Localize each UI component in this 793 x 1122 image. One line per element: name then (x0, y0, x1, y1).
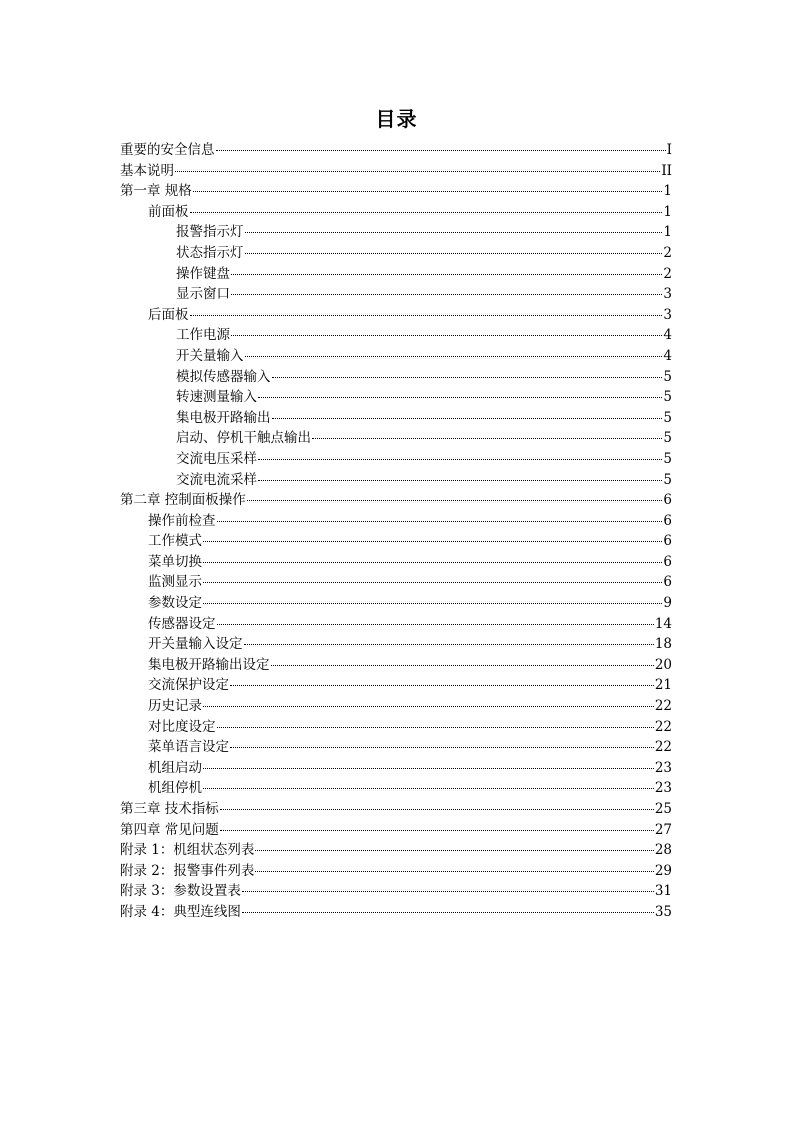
dot-leader (203, 562, 662, 563)
toc-entry[interactable] (120, 222, 672, 243)
toc-entry-page-number: 22 (654, 698, 672, 715)
toc-entry[interactable] (120, 634, 672, 655)
toc-entry-page-number: 6 (663, 533, 672, 550)
toc-entry-title: 报警指示灯 (176, 224, 244, 241)
toc-entry-title: 重要的安全信息 (120, 142, 215, 158)
toc-entry-title: 转速测量输入 (176, 389, 257, 406)
dot-leader (258, 480, 662, 481)
toc-entry-title: 第四章 常见问题 (120, 821, 219, 838)
toc-entry-title: 开关量输入设定 (148, 636, 243, 653)
dot-leader (220, 830, 654, 831)
toc-entry-page-number: 4 (663, 347, 672, 364)
toc-entry-title: 模拟传感器输入 (176, 368, 271, 385)
dot-leader (255, 850, 653, 851)
toc-entry[interactable] (120, 408, 672, 429)
toc-entry-page-number: 31 (654, 883, 672, 900)
toc-entry-title: 监测显示 (148, 574, 202, 591)
toc-entry-page-number: 29 (654, 862, 672, 879)
dot-leader (203, 541, 662, 542)
dot-leader (312, 438, 662, 439)
toc-title: 目录 (375, 107, 418, 131)
toc-entry-title: 第一章 规格 (120, 183, 192, 200)
dot-leader (203, 603, 662, 604)
toc-entry-page-number: 5 (663, 471, 672, 488)
dot-leader (190, 212, 663, 213)
toc-entry-page-number: 14 (654, 615, 672, 632)
toc-entry[interactable] (120, 140, 672, 161)
toc-entry-title: 第二章 控制面板操作 (120, 492, 246, 509)
toc-entry-page-number: 1 (663, 203, 672, 220)
toc-entry-page-number: 4 (663, 327, 672, 344)
toc-entry-title: 集电极开路输出 (176, 409, 271, 426)
toc-entry-page-number: 35 (654, 903, 672, 920)
toc-entry[interactable] (120, 305, 672, 326)
dot-leader (245, 253, 663, 254)
dot-leader (217, 727, 654, 728)
dot-leader (242, 912, 654, 913)
toc-entry-page-number: 23 (654, 759, 672, 776)
toc-entry-title: 状态指示灯 (176, 244, 244, 261)
toc-entry[interactable] (120, 325, 672, 346)
toc-entry[interactable] (120, 449, 672, 470)
dot-leader (216, 150, 666, 151)
toc-entry-page-number: II (661, 162, 672, 179)
toc-entry-page-number: 5 (663, 368, 672, 385)
dot-leader (231, 294, 662, 295)
dot-leader (203, 788, 654, 789)
toc-entry[interactable] (120, 470, 672, 491)
toc-entry[interactable] (120, 243, 672, 264)
toc-entry-page-number: 1 (663, 183, 672, 200)
toc-entry-page-number: I (666, 142, 672, 158)
toc-entry-page-number: 5 (663, 450, 672, 467)
toc-entry-page-number: 21 (654, 677, 672, 694)
dot-leader (175, 171, 660, 172)
toc-entry-title: 前面板 (148, 203, 189, 220)
toc-entry-title: 参数设定 (148, 595, 202, 612)
dot-leader (230, 685, 654, 686)
toc-entry[interactable] (120, 572, 672, 593)
toc-entry-title: 操作前检查 (148, 512, 216, 529)
toc-entry-title: 工作模式 (148, 533, 202, 550)
toc-entry[interactable] (120, 840, 672, 861)
dot-leader (203, 706, 654, 707)
toc-entry-title: 第三章 技术指标 (120, 801, 219, 817)
toc-entry-title: 启动、停机干触点输出 (176, 430, 311, 447)
toc-entry-title: 工作电源 (176, 327, 230, 344)
dot-leader (230, 747, 654, 748)
dot-leader (245, 356, 663, 357)
dot-leader (258, 397, 662, 398)
toc-entry[interactable] (120, 737, 672, 758)
toc-entry-title: 附录 2：报警事件列表 (120, 862, 255, 879)
toc-entry[interactable] (120, 820, 672, 841)
toc-entry-title: 机组停机 (148, 780, 202, 797)
dot-leader (203, 582, 662, 583)
toc-entry-title: 附录 3：参数设置表 (120, 883, 241, 900)
toc-entry-page-number: 6 (663, 512, 672, 529)
toc-entry[interactable] (120, 387, 672, 408)
toc-entry[interactable] (120, 284, 672, 305)
table-of-contents (120, 140, 672, 923)
dot-leader (272, 377, 663, 378)
toc-entry-page-number: 20 (654, 656, 672, 673)
toc-entry[interactable] (120, 614, 672, 635)
toc-entry-page-number: 5 (663, 389, 672, 406)
toc-entry-page-number: 2 (663, 265, 672, 282)
toc-entry[interactable] (120, 346, 672, 367)
toc-entry[interactable] (120, 428, 672, 449)
toc-entry[interactable] (120, 778, 672, 799)
toc-entry[interactable] (120, 531, 672, 552)
toc-entry-title: 交流电压采样 (176, 450, 257, 467)
dot-leader (217, 521, 663, 522)
toc-entry-title: 菜单语言设定 (148, 739, 229, 756)
dot-leader (203, 768, 654, 769)
toc-entry-page-number: 27 (654, 821, 672, 838)
toc-entry-title: 显示窗口 (176, 286, 230, 303)
toc-entry-page-number: 2 (663, 244, 672, 261)
toc-entry-title: 对比度设定 (148, 718, 216, 735)
toc-entry-title: 集电极开路输出设定 (148, 656, 270, 673)
dot-leader (217, 624, 654, 625)
dot-leader (271, 665, 654, 666)
toc-entry-page-number: 22 (654, 718, 672, 735)
toc-entry-page-number: 25 (654, 801, 672, 817)
toc-entry[interactable] (120, 881, 672, 902)
toc-entry-title: 交流保护设定 (148, 677, 229, 694)
toc-entry[interactable] (120, 264, 672, 285)
toc-entry-title: 基本说明 (120, 162, 174, 179)
dot-leader (193, 191, 663, 192)
toc-entry-title: 交流电流采样 (176, 471, 257, 488)
dot-leader (244, 644, 654, 645)
toc-entry-page-number: 3 (663, 306, 672, 323)
toc-entry-page-number: 6 (663, 553, 672, 570)
toc-entry-title: 后面板 (148, 306, 189, 323)
dot-leader (231, 335, 662, 336)
toc-entry[interactable] (120, 593, 672, 614)
toc-entry[interactable] (120, 367, 672, 388)
dot-leader (247, 500, 663, 501)
dot-leader (220, 809, 654, 810)
dot-leader (242, 891, 654, 892)
toc-entry[interactable] (120, 181, 672, 202)
toc-entry[interactable] (120, 758, 672, 779)
toc-entry[interactable] (120, 902, 672, 923)
toc-entry-title: 附录 4：典型连线图 (120, 903, 241, 920)
dot-leader (255, 871, 653, 872)
toc-entry-page-number: 3 (663, 286, 672, 303)
toc-entry-page-number: 18 (654, 636, 672, 653)
toc-entry-title: 操作键盘 (176, 265, 230, 282)
toc-entry-page-number: 1 (663, 224, 672, 241)
toc-entry-title: 开关量输入 (176, 347, 244, 364)
toc-entry[interactable] (120, 161, 672, 182)
toc-entry-title: 历史记录 (148, 698, 202, 715)
dot-leader (190, 315, 663, 316)
toc-entry-title: 传感器设定 (148, 615, 216, 632)
toc-entry-title: 菜单切换 (148, 553, 202, 570)
toc-entry-page-number: 6 (663, 492, 672, 509)
toc-entry-page-number: 9 (663, 595, 672, 612)
toc-entry[interactable] (120, 861, 672, 882)
toc-entry-page-number: 5 (663, 409, 672, 426)
toc-entry[interactable] (120, 202, 672, 223)
toc-entry[interactable] (120, 799, 672, 820)
toc-entry[interactable] (120, 552, 672, 573)
toc-entry-page-number: 22 (654, 739, 672, 756)
dot-leader (258, 459, 662, 460)
toc-entry-page-number: 5 (663, 430, 672, 447)
toc-entry[interactable] (120, 490, 672, 511)
dot-leader (272, 418, 663, 419)
toc-entry-title: 机组启动 (148, 759, 202, 776)
toc-entry[interactable] (120, 511, 672, 532)
toc-entry-page-number: 28 (654, 842, 672, 859)
toc-entry[interactable] (120, 675, 672, 696)
toc-entry[interactable] (120, 717, 672, 738)
toc-entry-title: 附录 1：机组状态列表 (120, 842, 255, 859)
toc-entry[interactable] (120, 655, 672, 676)
toc-entry[interactable] (120, 696, 672, 717)
toc-entry-page-number: 23 (654, 780, 672, 797)
toc-entry-page-number: 6 (663, 574, 672, 591)
dot-leader (245, 232, 663, 233)
dot-leader (231, 274, 662, 275)
